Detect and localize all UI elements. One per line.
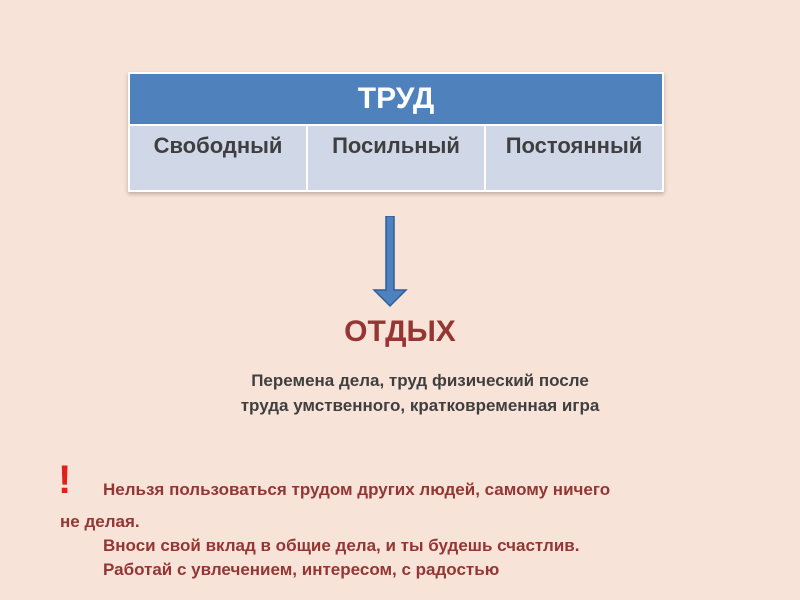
exclamation-icon: ! [58,458,72,502]
rest-description-line1: Перемена дела, труд физический после [251,371,589,390]
labor-column-free: Свободный [129,125,307,191]
labor-table [128,72,664,192]
note-line2: не делая. [60,512,140,531]
labor-header: ТРУД [129,73,663,125]
labor-column-constant: Постоянный [485,125,663,191]
rest-description-line2: труда умственного, кратковременная игра [240,396,600,415]
note-line4: Работай с увлечением, интересом, с радостью [103,560,500,579]
note-line1: Нельзя пользоваться трудом других людей, самому ничего [103,480,611,499]
note-line3: Вноси свой вклад в общие дела, и ты будешь счастлив. [103,536,580,555]
labor-column-feasible: Посильный [307,125,485,191]
rest-title: ОТДЫХ [344,315,456,348]
rest-description [150,368,690,418]
down-arrow-icon [370,216,410,308]
